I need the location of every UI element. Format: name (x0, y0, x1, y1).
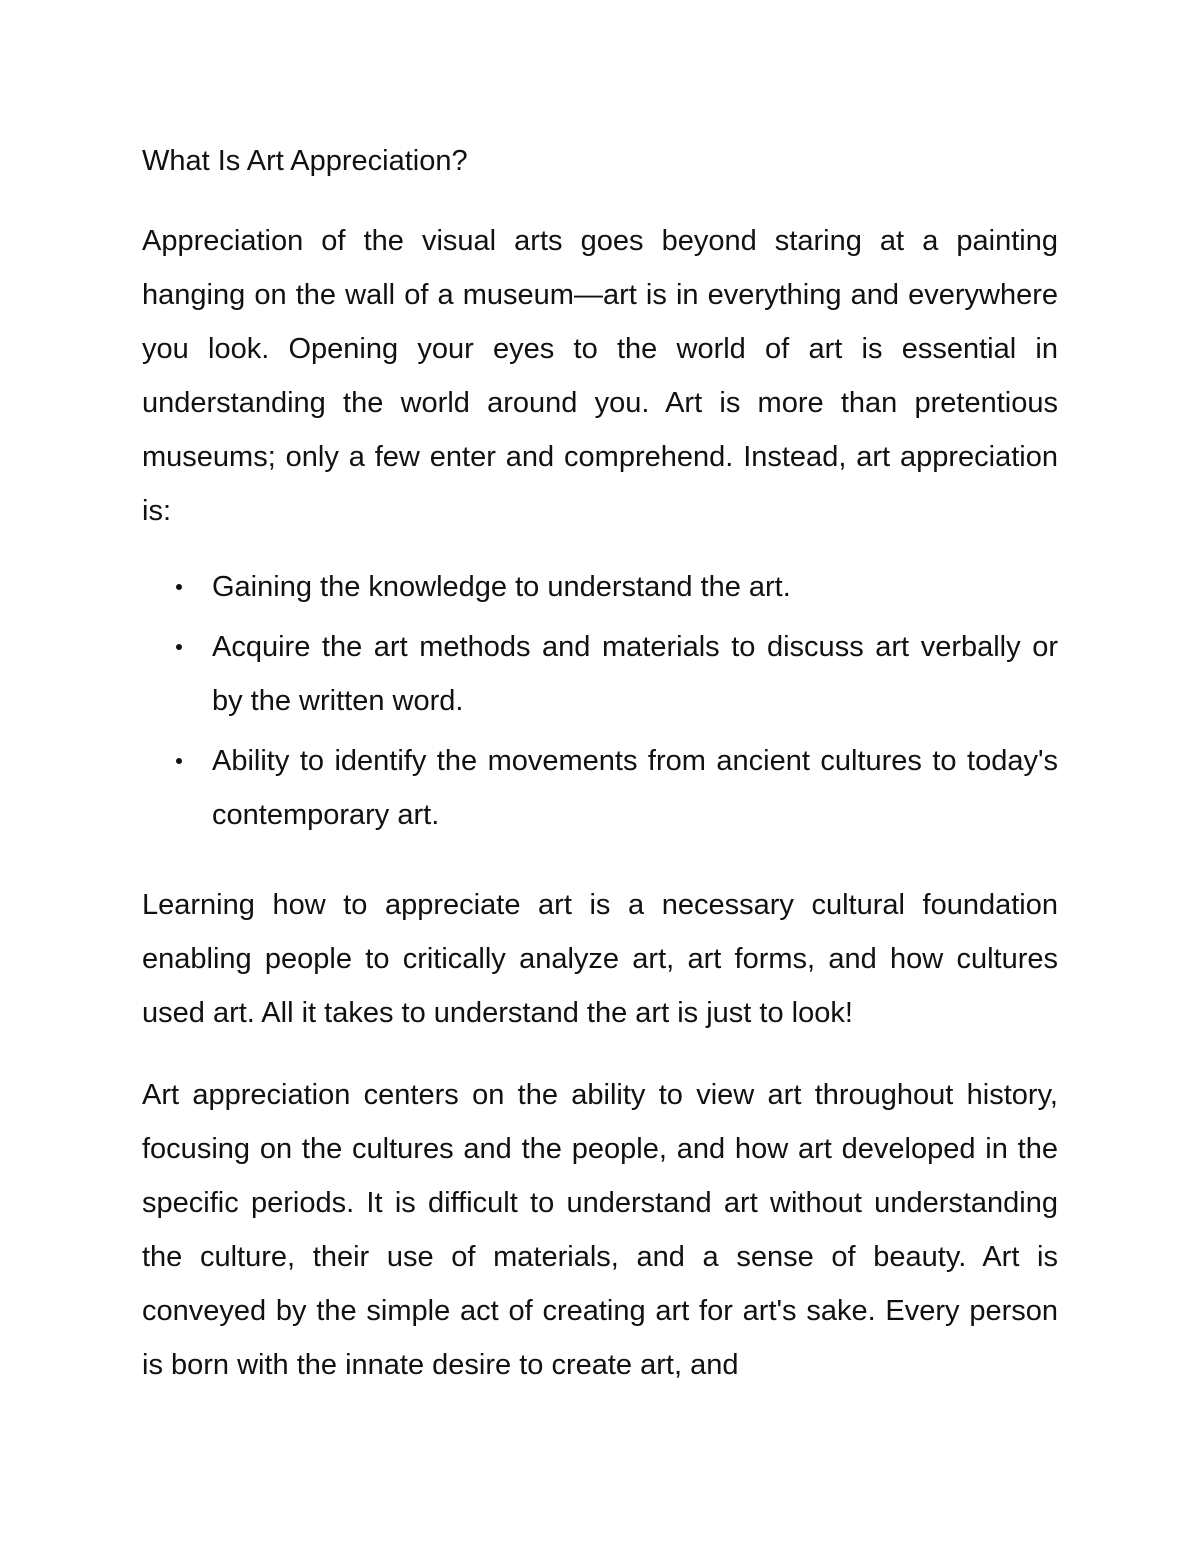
list-item (142, 620, 1058, 728)
document-content (142, 134, 1058, 1392)
list-item (142, 734, 1058, 842)
bullet-icon (176, 644, 182, 650)
list-item-text: Gaining the knowledge to understand the art. (212, 571, 791, 603)
list-item-text: Acquire the art methods and materials to discuss art verbally or by the written word. (212, 631, 1058, 717)
document-title: What Is Art Appreciation? (142, 145, 468, 177)
paragraph-intro: Appreciation of the visual arts goes beyond staring at a painting hanging on the wall of a museum—art is in everything and everywhere you look. Opening your eyes to the world of art is essential in understanding the world around you. Art is more than pretentious museums; only a few enter and comprehend. Instead, art appreciation is: (142, 225, 1058, 527)
bullet-icon (176, 584, 182, 590)
bullet-icon (176, 758, 182, 764)
paragraph-history: Art appreciation centers on the ability to view art throughout history, focusing on the cultures and the people, and how art developed in the specific periods. It is difficult to understand art without understanding the culture, their use of materials, and a sense of beauty. Art is conveyed by the simple act of creating art for art's sake. Every person is born with the innate desire to create art, and (142, 1079, 1058, 1381)
list-item (142, 560, 1058, 614)
paragraph-learning: Learning how to appreciate art is a necessary cultural foundation enabling people to critically analyze art, art forms, and how cultures used art. All it takes to understand the art is just to look! (142, 889, 1058, 1029)
bullet-list (142, 560, 1058, 842)
list-item-text: Ability to identify the movements from ancient cultures to today's contemporary art. (212, 745, 1058, 831)
